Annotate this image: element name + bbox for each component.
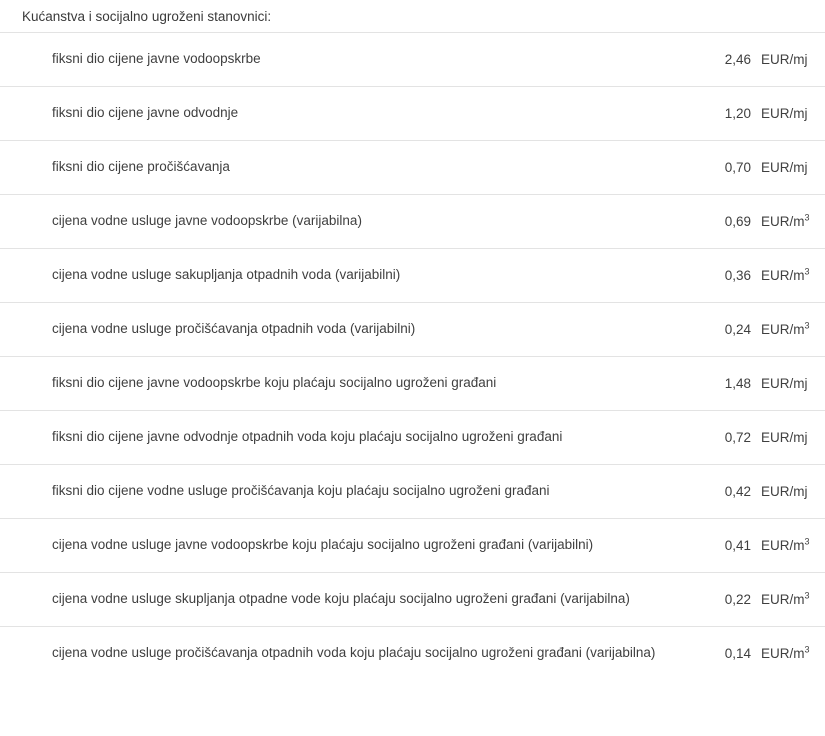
price-row-unit: [751, 430, 815, 445]
price-row-label: cijena vodne usluge pročišćavanja otpadnih voda koju plaćaju socijalno ugroženi građani (varijabilna): [52, 645, 656, 661]
price-row-unit: [751, 538, 815, 553]
price-row: [0, 626, 825, 680]
price-row-unit-base: EUR/mj: [761, 51, 808, 67]
price-row-label: cijena vodne usluge javne vodoopskrbe (varijabilna): [52, 213, 362, 229]
price-row-unit: [751, 160, 815, 175]
price-row-label: fiksni dio cijene javne odvodnje: [52, 105, 239, 121]
price-row-unit-base: EUR/m: [761, 267, 805, 283]
price-row: [0, 572, 825, 626]
price-row: [0, 248, 825, 302]
price-row-unit-base: EUR/mj: [761, 375, 808, 391]
price-row-value: 0,72: [724, 429, 751, 445]
price-row-value: 2,46: [724, 51, 751, 67]
price-row-unit: [751, 592, 815, 607]
price-row: [0, 356, 825, 410]
price-row-unit: [751, 322, 815, 337]
price-row: [0, 32, 825, 86]
price-row-label: fiksni dio cijene javne odvodnje otpadnih voda koju plaćaju socijalno ugroženi građani: [52, 429, 563, 445]
price-row: [0, 464, 825, 518]
price-row-label: cijena vodne usluge pročišćavanja otpadnih voda (varijabilni): [52, 321, 416, 337]
price-row: [0, 518, 825, 572]
section-title: Kućanstva i socijalno ugroženi stanovnici:: [22, 9, 272, 24]
price-row-unit: [751, 268, 815, 283]
price-row-value: 1,48: [724, 375, 751, 391]
price-row: [0, 140, 825, 194]
price-row-label: cijena vodne usluge javne vodoopskrbe koju plaćaju socijalno ugroženi građani (varijabilni): [52, 537, 594, 553]
price-row-unit-base: EUR/mj: [761, 483, 808, 499]
price-row-label: cijena vodne usluge sakupljanja otpadnih voda (varijabilni): [52, 267, 401, 283]
price-row-value: 0,14: [724, 645, 751, 661]
price-row-unit: [751, 214, 815, 229]
price-row-label: fiksni dio cijene javne vodoopskrbe: [52, 51, 261, 67]
price-row-value: 0,24: [724, 321, 751, 337]
price-row-label: fiksni dio cijene pročišćavanja: [52, 159, 230, 175]
price-row-unit-base: EUR/mj: [761, 105, 808, 121]
price-row-unit-base: EUR/m: [761, 645, 805, 661]
price-row-unit-exponent: 3: [804, 644, 810, 655]
price-row: [0, 86, 825, 140]
price-row-value: 0,22: [724, 591, 751, 607]
price-row-unit-exponent: 3: [804, 212, 810, 223]
price-row-unit-base: EUR/mj: [761, 429, 808, 445]
price-row-unit-exponent: 3: [804, 590, 810, 601]
price-row-value: 0,69: [724, 213, 751, 229]
price-row-unit-base: EUR/m: [761, 537, 805, 553]
price-row-unit: [751, 484, 815, 499]
price-row-unit-base: EUR/m: [761, 591, 805, 607]
price-row-unit-base: EUR/mj: [761, 159, 808, 175]
price-row-unit-exponent: 3: [804, 266, 810, 277]
price-row-unit: [751, 106, 815, 121]
price-row-unit: [751, 52, 815, 67]
price-row-value: 0,36: [724, 267, 751, 283]
price-row-unit-exponent: 3: [804, 320, 810, 331]
price-row-unit: [751, 646, 815, 661]
price-row-unit-exponent: 3: [804, 536, 810, 547]
price-row-unit: [751, 376, 815, 391]
price-row-value: 1,20: [724, 105, 751, 121]
price-row-value: 0,70: [724, 159, 751, 175]
price-row: [0, 302, 825, 356]
price-row: [0, 410, 825, 464]
price-row-unit-base: EUR/m: [761, 321, 805, 337]
price-row-label: cijena vodne usluge skupljanja otpadne vode koju plaćaju socijalno ugroženi građani (varijabilna): [52, 591, 630, 607]
price-row-label: fiksni dio cijene vodne usluge pročišćavanja koju plaćaju socijalno ugroženi građani: [52, 483, 550, 499]
price-row: [0, 194, 825, 248]
price-row-value: 0,42: [724, 483, 751, 499]
price-list: [0, 32, 825, 680]
price-row-unit-base: EUR/m: [761, 213, 805, 229]
price-row-label: fiksni dio cijene javne vodoopskrbe koju plaćaju socijalno ugroženi građani: [52, 375, 497, 391]
price-row-value: 0,41: [724, 537, 751, 553]
